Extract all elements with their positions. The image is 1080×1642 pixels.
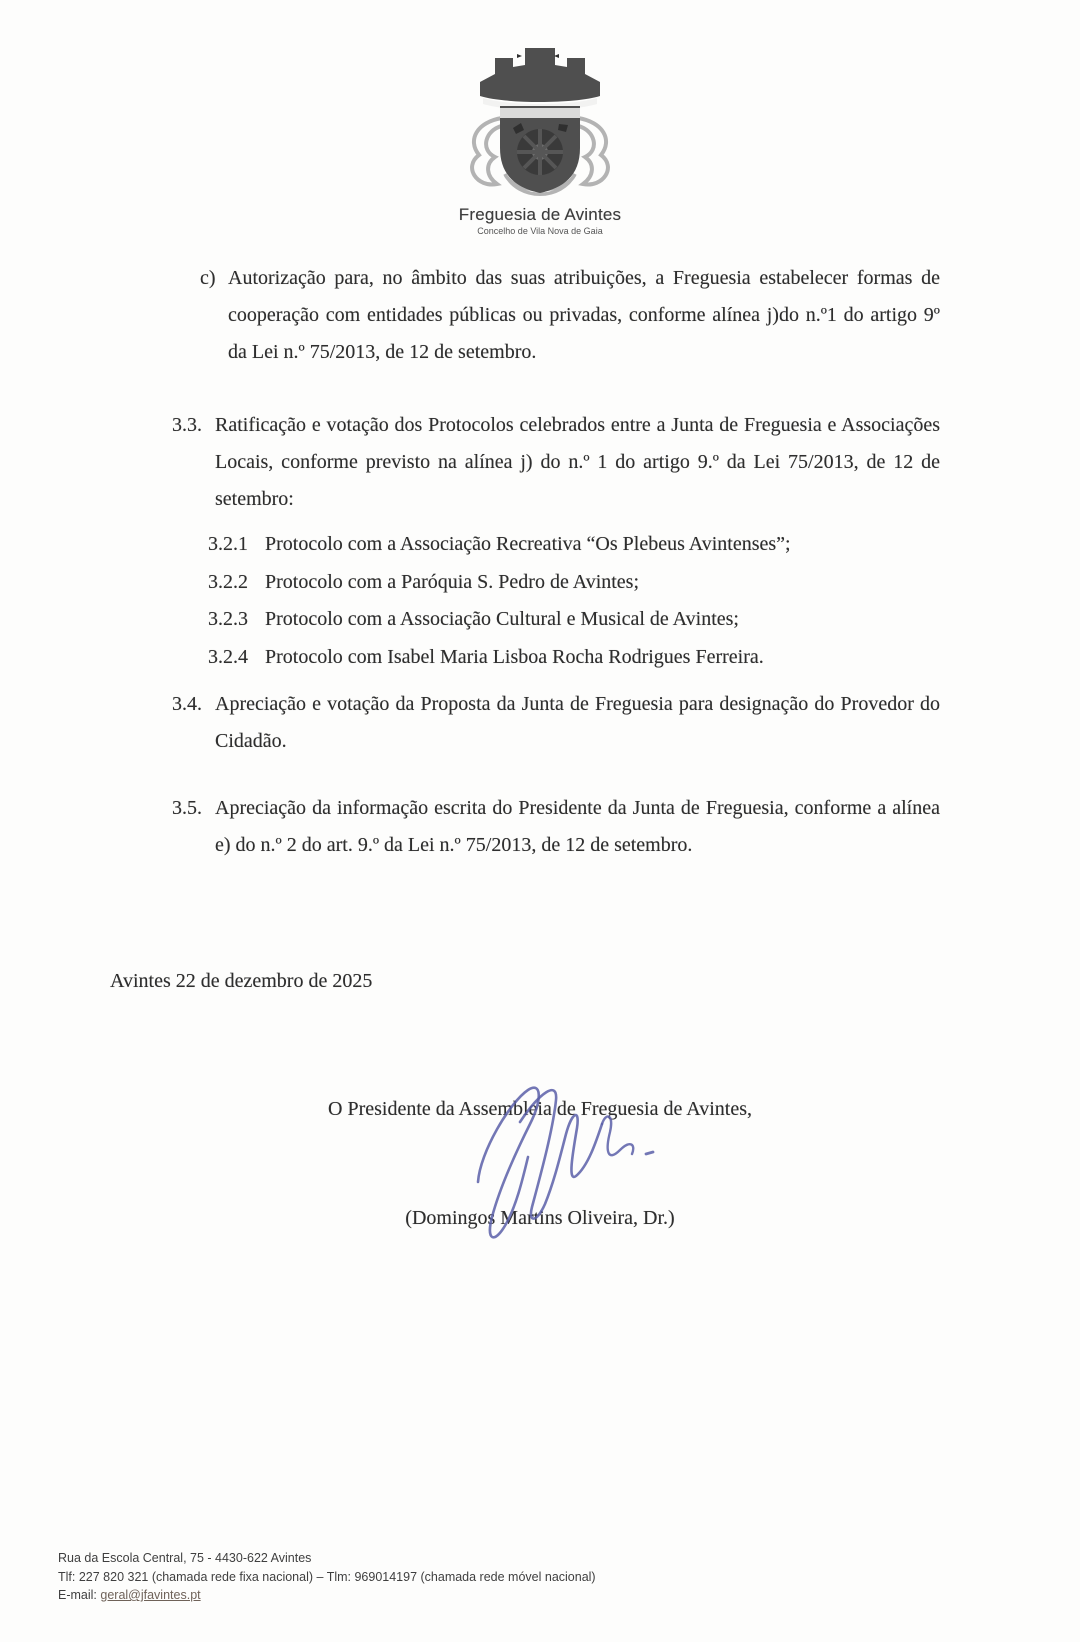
org-name: Freguesia de Avintes [458, 205, 622, 224]
document-footer [58, 1549, 596, 1605]
subitem-text-3-2-4: Protocolo com Isabel Maria Lisboa Rocha Rodrigues Ferreira. [265, 645, 764, 668]
list-item-3-2-3 [208, 601, 960, 639]
footer-phones: Tlf: 227 820 321 (chamada rede fixa nacional) – Tlm: 969014197 (chamada rede móvel nacional) [58, 1569, 596, 1584]
subitem-text-3-2-2: Protocolo com a Paróquia S. Pedro de Avintes; [265, 570, 640, 593]
list-item-3-2-1 [208, 526, 960, 564]
list-marker-3-4: 3.4. [172, 693, 202, 715]
list-marker-3-2-1: 3.2.1 [208, 533, 248, 555]
paragraph-text-3-5: Apreciação da informação escrita do Presidente da Junta de Freguesia, conforme a alínea e) do n.º 2 do art. 9.º da Lei n.º 75/2013, de 12 de setembro. [215, 797, 940, 856]
signature-title: O Presidente da Assembleia de Freguesia de Avintes, [328, 1098, 752, 1120]
footer-address: Rua da Escola Central, 75 - 4430-622 Avintes [58, 1551, 312, 1565]
paragraph-text-3-4: Apreciação e votação da Proposta da Junta de Freguesia para designação do Provedor do Cidadão. [215, 693, 940, 752]
date-line: Avintes 22 de dezembro de 2025 [110, 970, 373, 992]
list-marker-3-2-3: 3.2.3 [208, 608, 248, 630]
list-item-3-5 [172, 790, 940, 864]
list-item-3-3 [172, 407, 940, 518]
org-subtitle: Concelho de Vila Nova de Gaia [477, 226, 603, 236]
footer-email-line [58, 1586, 596, 1605]
subitem-text-3-2-3: Protocolo com a Associação Cultural e Musical de Avintes; [265, 608, 739, 630]
list-marker-3-5: 3.5. [172, 797, 202, 819]
list-marker-c: c) [200, 267, 216, 289]
paragraph-text-3-3: Ratificação e votação dos Protocolos celebrados entre a Junta de Freguesia e Associações Locais, conforme previsto na alínea j) do n.º 1 do artigo 9.º da Lei 75/2013, de 12 de setembro: [215, 414, 940, 510]
footer-email-label: E-mail: [58, 1588, 101, 1602]
list-item-3-2-4 [208, 639, 960, 677]
list-item-c [200, 260, 940, 371]
subitem-text-3-2-1: Protocolo com a Associação Recreativa “Os Plebeus Avintenses”; [265, 533, 791, 555]
protocol-sublist [0, 526, 1080, 676]
paragraph-text-c: Autorização para, no âmbito das suas atribuições, a Freguesia estabelecer formas de cooperação com entidades públicas ou privadas, conforme alínea j)do n.º1 do artigo 9º da Lei n.º 75/2013, de 12 de setembro. [228, 267, 940, 363]
list-marker-3-2-4: 3.2.4 [208, 645, 248, 668]
list-marker-3-2-2: 3.2.2 [208, 570, 248, 593]
coat-of-arms-icon [452, 36, 628, 196]
list-item-3-4 [172, 686, 940, 760]
list-marker-3-3: 3.3. [172, 414, 202, 436]
document-header [0, 0, 1080, 236]
document-body [0, 260, 1080, 1231]
email-link[interactable]: geral@jfavintes.pt [100, 1588, 201, 1602]
signatory-name: (Domingos Martins Oliveira, Dr.) [405, 1207, 675, 1229]
list-item-3-2-2 [208, 564, 960, 602]
